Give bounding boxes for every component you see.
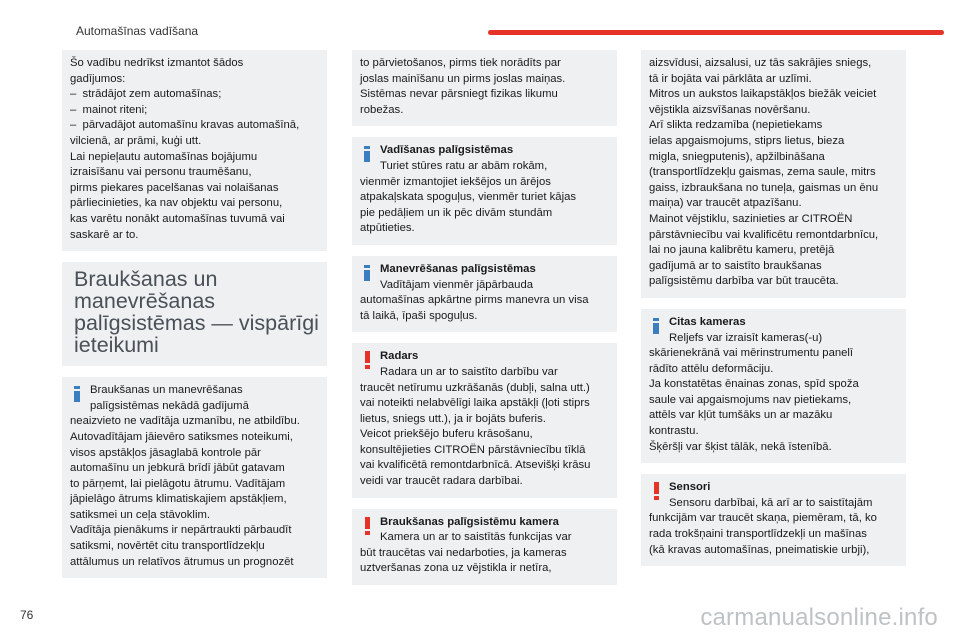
text-line: gadījumā ar to saistīto braukšanas xyxy=(649,259,822,272)
warning-note-camera xyxy=(352,509,617,585)
note-title: Radars xyxy=(380,350,419,363)
warning-icon xyxy=(654,482,659,500)
text-line: (transportlīdzekļu gaismas, zema saule, mitrs xyxy=(649,166,876,179)
text-line: saule vai apgaismojums nav pietiekams, xyxy=(649,393,852,406)
watermark: carmanualsonline.info xyxy=(700,604,938,631)
text-line: ielas apgaismojums, stiprs lietus, bieza xyxy=(649,134,845,147)
text-line: Vadītājam vienmēr jāpārbauda xyxy=(380,278,534,291)
text-line: Sistēmas nevar pārsniegt fizikas likumu xyxy=(360,88,558,101)
text-line: (kā kravas automašīnas, pneimatiskie urbji), xyxy=(649,543,870,556)
text-line: vai kvalificētā remontdarbnīcā. Atsevišķi krāsu xyxy=(360,459,591,472)
heading-line: Braukšanas un xyxy=(74,267,218,292)
text-line: automašīnu un jebkurā brīdī jābūt gatavam xyxy=(70,462,285,475)
text-line: Braukšanas un manevrēšanas xyxy=(90,384,243,397)
text-line: to pārvietošanos, pirms tiek norādīts par xyxy=(360,57,561,69)
text-line: automašīnas apkārtne pirms manevra un visa xyxy=(360,294,589,307)
text-line: pārliecinieties, ka nav objektu vai personu, xyxy=(70,197,283,210)
info-icon xyxy=(653,318,659,334)
text-line: aizsvīdusi, aizsalusi, uz tās sakrājies sniegs, xyxy=(649,57,872,69)
text-line: Šo vadību nedrīkst izmantot šādos xyxy=(70,57,244,69)
text-line: Vadītāja pienākums ir nepārtraukti pārbaudīt xyxy=(70,524,292,537)
page-number: 76 xyxy=(20,608,34,622)
text-line: gaiss, izbraukšana no tuneļa, gaismas un ēnu xyxy=(649,181,879,194)
text-line: lietus, sniegs utt.), ja ir bojāts buferis. xyxy=(360,412,546,425)
warning-note-radar xyxy=(352,343,617,497)
text-line: kontrastu. xyxy=(649,425,699,438)
note-header xyxy=(360,262,609,293)
text-line: vienmēr izmantojiet iekšējos un ārējos xyxy=(360,175,551,188)
info-note-other-cameras xyxy=(641,309,906,463)
note-header xyxy=(360,515,609,546)
text-line: konsultējieties CITROËN pārstāvniecību tīklā xyxy=(360,443,586,456)
note-title: Sensori xyxy=(669,481,711,494)
text-line: vai noteikti nelabvēlīgi laika apstākļi (ļoti stiprs xyxy=(360,397,590,410)
text-line: Kamera un ar to saistītās funkcijas var xyxy=(380,531,572,544)
info-icon xyxy=(74,386,80,402)
text-line: traucēt netīrumu uzkrāšanās (dubļi, salna utt.) xyxy=(360,381,590,394)
info-icon xyxy=(364,146,370,162)
text-line: Lai nepieļautu automašīnas bojājumu xyxy=(70,150,258,163)
text-line: lai no jauna kalibrētu kameru, pretējā xyxy=(649,244,835,257)
text-line: satiksmi, novērtēt citu transportlīdzekļu xyxy=(70,540,265,553)
note-header xyxy=(649,315,898,346)
text-line: visos apstākļos jāsaglabā kontrole pār xyxy=(70,446,261,459)
text-line: kas varētu nonākt automašīnas tuvumā vai xyxy=(70,212,285,225)
heading-line: palīgsistēmas — vispārīgi xyxy=(74,311,319,336)
text-line: Šķēršļi var šķist tālāk, nekā īstenībā. xyxy=(649,440,832,453)
text-line: uztveršanas zona uz vējstikla ir netīra, xyxy=(360,562,552,575)
text-line: funkcijām var traucēt skaņa, piemēram, tā, ko xyxy=(649,512,877,525)
text-line: – strādājot zem automašīnas; xyxy=(70,88,222,101)
note-title: Braukšanas palīgsistēmu kamera xyxy=(380,515,559,528)
note-title: Citas kameras xyxy=(669,315,746,328)
text-line: skārienekrānā vai mērinstrumentu panelī xyxy=(649,347,854,360)
text-line: jāpielāgo ātrums klimatiskajiem apstākļiem, xyxy=(70,493,287,506)
text-line: Autovadītājam jāievēro satiksmes noteikumi, xyxy=(70,430,293,443)
text-line: Reljefs var izraisīt kameras(-u) xyxy=(669,331,823,344)
header-accent-bar xyxy=(488,30,944,35)
text-line: Ja konstatētas ēnainas zonas, spīd spoža xyxy=(649,378,859,391)
text-line: pārstāvniecību vai kvalificētu remontdarbnīcu, xyxy=(649,228,879,241)
warning-icon xyxy=(365,517,370,535)
text-line: atpūtieties. xyxy=(360,222,415,235)
text-line: satiksmei un ceļa stāvoklim. xyxy=(70,508,211,521)
info-note-driving-aids xyxy=(352,137,617,245)
text-line: vējstikla aizsvīšanas novēršanu. xyxy=(649,103,811,116)
note-header xyxy=(649,480,898,511)
text-line: to pārņemt, lai pielāgotu ātrumu. Vadītājam xyxy=(70,477,286,490)
text-line: rādīto attēlu deformāciju. xyxy=(649,362,774,375)
heading-line: ieteikumi xyxy=(74,333,159,358)
note-header xyxy=(70,383,319,414)
text-line: izraisīšanu vai personu traumēšanu, xyxy=(70,166,252,179)
text-line: Mitros un aukstos laikapstākļos biežāk veiciet xyxy=(649,88,877,101)
text-line: attālumus un relatīvos ātrumus un prognozēt xyxy=(70,555,294,568)
column-middle xyxy=(352,50,617,596)
text-line: tā laikā, īpaši spoguļus. xyxy=(360,309,478,322)
text-line: maiņa) var traucēt atpazīšanu. xyxy=(649,197,802,210)
text-line: robežas. xyxy=(360,103,404,116)
note-header xyxy=(360,349,609,380)
text-line: tā ir bojāta vai pārklāta ar uzlīmi. xyxy=(649,72,812,85)
intro-panel xyxy=(62,50,327,251)
text-line: – mainot riteni; xyxy=(70,103,148,116)
warning-icon xyxy=(365,351,370,369)
running-header: Automašīnas vadīšana xyxy=(76,24,199,38)
text-line: rada trokšņaini transportlīdzekļi un mašīnas xyxy=(649,528,867,541)
note-title: Vadīšanas palīgsistēmas xyxy=(380,144,514,157)
text-line: joslas mainīšanu un pirms joslas maiņas. xyxy=(360,72,566,85)
text-line: būt traucētas vai nedarboties, ja kameras xyxy=(360,546,567,559)
text-line: neaizvieto ne vadītāja uzmanību, ne atbildību. xyxy=(70,415,300,428)
note-title: Manevrēšanas palīgsistēmas xyxy=(380,262,536,275)
column-right xyxy=(641,50,906,577)
text-line: Arī slikta redzamība (nepietiekams xyxy=(649,119,823,132)
section-heading xyxy=(62,262,327,366)
text-line: – pārvadājot automašīnu kravas automašīnā, xyxy=(70,119,300,132)
info-note-general xyxy=(62,377,327,578)
text-line: saskarē ar to. xyxy=(70,228,139,241)
text-line: Turiet stūres ratu ar abām rokām, xyxy=(380,159,548,172)
continuation-panel xyxy=(641,50,906,298)
column-left xyxy=(62,50,327,589)
text-line: veidi var traucēt radara darbībai. xyxy=(360,475,523,488)
text-line: migla, sniegputenis), apžilbināšana xyxy=(649,150,825,163)
info-note-manoeuvring-aids xyxy=(352,256,617,332)
heading-line: manevrēšanas xyxy=(74,289,216,314)
text-line: Mainot vējstiklu, sazinieties ar CITROËN xyxy=(649,212,853,225)
text-line: Radara un ar to saistīto darbību var xyxy=(380,365,558,378)
text-line: pie pedāļiem un ik pēc divām stundām xyxy=(360,206,553,219)
text-line: Veicot priekšējo buferu krāsošanu, xyxy=(360,428,533,441)
text-line: atpakaļskata spoguļus, vienmēr turiet kājas xyxy=(360,191,577,204)
continuation-panel xyxy=(352,50,617,126)
warning-note-sensors xyxy=(641,474,906,566)
text-line: palīgsistēmas nekādā gadījumā xyxy=(90,399,249,412)
text-line: pirms piekares pacelšanas vai nolaišanas xyxy=(70,181,279,194)
text-line: Sensoru darbībai, kā arī ar to saistītajām xyxy=(669,496,873,509)
text-line: gadījumos: xyxy=(70,72,126,85)
note-header xyxy=(360,143,609,174)
text-line: vilcienā, ar prāmi, kuģi utt. xyxy=(70,134,202,147)
text-line: attēls var kļūt tumšāks un ar mazāku xyxy=(649,409,833,422)
text-line: palīgsistēmu darbība var būt traucēta. xyxy=(649,275,839,288)
info-icon xyxy=(364,265,370,281)
